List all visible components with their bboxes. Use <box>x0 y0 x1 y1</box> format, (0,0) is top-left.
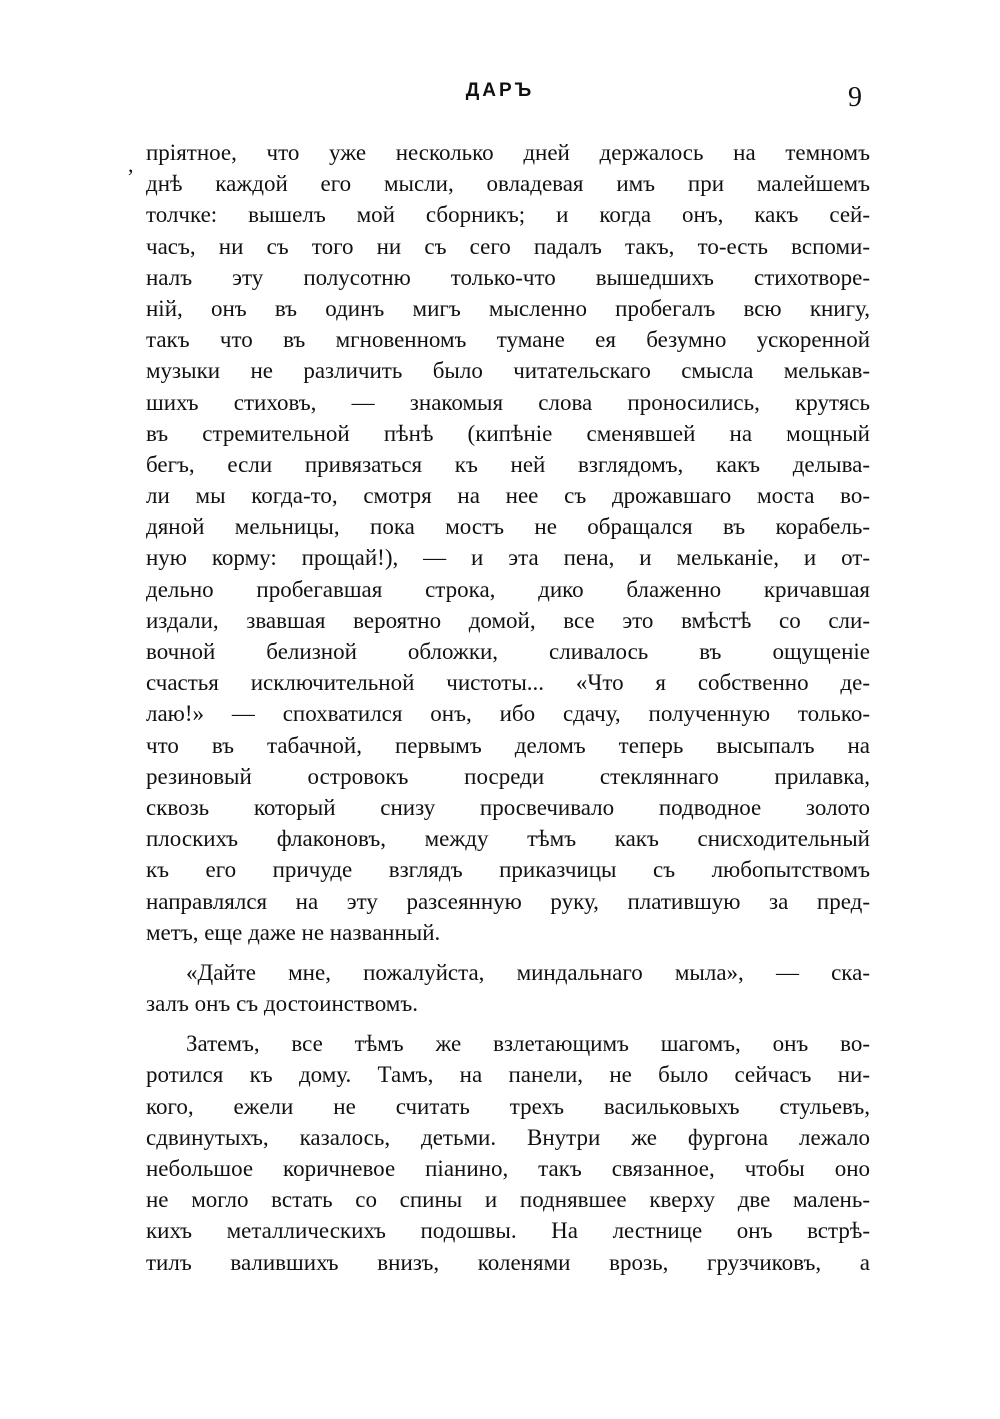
running-title: ДАРЪ <box>465 80 535 101</box>
text-line: кихъ металлическихъ подошвы. На лестнице онъ встрѣ- <box>146 1218 870 1244</box>
text-line: бегъ, если привязаться къ ней взглядомъ, какъ делыва- <box>146 451 870 477</box>
text-line: залъ онъ съ достоинствомъ. <box>146 991 418 1017</box>
text-line: направлялся на эту разсеянную руку, платившую за пред- <box>146 888 870 914</box>
text-line: дельно пробегавшая строка, дико блаженно кричавшая <box>146 576 870 602</box>
paragraph-3 <box>146 1028 870 1278</box>
margin-mark: , <box>128 152 134 177</box>
text-line: ную корму: прощай!), — и эта пена, и мельканіе, и от- <box>146 545 870 571</box>
paragraph-gap <box>146 1019 870 1028</box>
text-line: толчке: вышелъ мой сборникъ; и когда онъ, какъ сей- <box>146 202 870 228</box>
text-line: ній, онъ въ одинъ мигъ мысленно пробегалъ всю книгу, <box>146 295 870 321</box>
text-line: дяной мельницы, пока мостъ не обращался въ корабель- <box>146 514 870 540</box>
text-line: ротился къ дому. Тамъ, на панели, не было сейчасъ ни- <box>146 1062 870 1088</box>
text-line: что въ табачной, первымъ деломъ теперь высыпалъ на <box>146 732 870 758</box>
paragraph-2 <box>146 957 870 1019</box>
text-line: «Дайте мне, пожалуйста, миндальнаго мыла», — ска- <box>186 959 870 985</box>
text-line: плоскихъ флаконовъ, между тѣмъ какъ снисходительный <box>146 826 870 852</box>
text-line: пріятное, что уже несколько дней держалось на темномъ <box>146 140 870 165</box>
text-line: счастья исключительной чистоты... «Что я собственно де- <box>146 670 870 696</box>
page-number: 9 <box>848 82 862 113</box>
paragraph-gap <box>146 948 870 957</box>
text-line: днѣ каждой его мысли, овладевая имъ при малейшемъ <box>146 171 870 197</box>
text-line: налъ эту полусотню только-что вышедшихъ стихотворе- <box>146 264 870 290</box>
text-line: лаю!» — спохватился онъ, ибо сдачу, полученную только- <box>146 701 870 727</box>
text-line: шихъ стиховъ, — знакомыя слова проносились, крутясь <box>146 389 870 415</box>
text-line: часъ, ни съ того ни съ сего падалъ такъ, то-есть вспоми- <box>146 233 870 259</box>
text-line: издали, звавшая вероятно домой, все это вмѣстѣ со сли- <box>146 607 870 633</box>
text-line: не могло встать со спины и поднявшее кверху две малень- <box>146 1187 870 1213</box>
paragraph-1 <box>146 137 870 948</box>
text-line: ли мы когда-то, смотря на нее съ дрожавшаго моста во- <box>146 483 870 509</box>
text-line: резиновый островокъ посреди стекляннаго прилавка, <box>146 763 870 789</box>
text-line: къ его причуде взглядъ приказчицы съ любопытствомъ <box>146 857 870 883</box>
text-line: кого, ежели не считать трехъ васильковыхъ стульевъ, <box>146 1093 870 1119</box>
text-line: Затемъ, все тѣмъ же взлетающимъ шагомъ, онъ во- <box>186 1031 870 1057</box>
text-line: сдвинутыхъ, казалось, детьми. Внутри же фургона лежало <box>146 1124 870 1150</box>
text-line: музыки не различить было читательскаго смысла мелькав- <box>146 358 870 384</box>
text-line: вочной белизной обложки, сливалось въ ощущеніе <box>146 639 870 664</box>
text-line: метъ, еще даже не названный. <box>146 919 441 945</box>
body-text <box>146 137 870 1278</box>
text-line: небольшое коричневое піанино, такъ связанное, чтобы оно <box>146 1156 870 1181</box>
text-line: сквозь который снизу просвечивало подводное золото <box>146 794 870 820</box>
text-line: въ стремительной пѣнѣ (кипѣніе сменявшей на мощный <box>146 420 870 446</box>
text-line: такъ что въ мгновенномъ тумане ея безумно ускоренной <box>146 327 870 353</box>
text-line: тилъ валившихъ внизъ, коленями врозь, грузчиковъ, а <box>146 1249 870 1275</box>
